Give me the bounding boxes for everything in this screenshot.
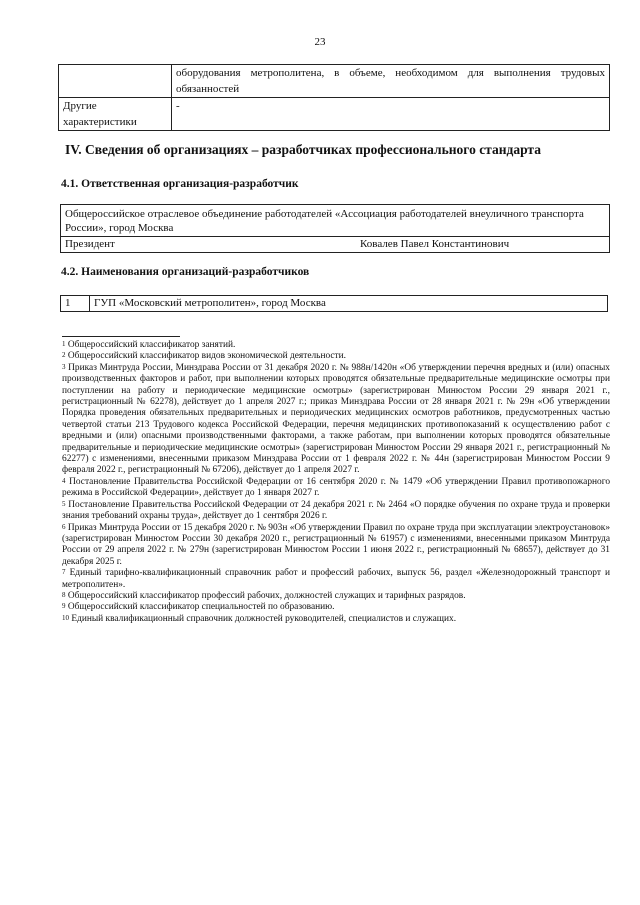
other-characteristics-value: - [172,98,610,131]
developers-table [60,295,608,312]
footnote-separator [62,336,180,337]
footnote-text: Общероссийский классификатор профессий рабочих, должностей служащих и тарифных разрядов. [67,590,466,601]
table-row [59,98,610,131]
table-row [59,65,610,98]
page-number: 23 [314,36,326,48]
footnote-number: 7 [62,568,66,577]
footnote-text: Приказ Минтруда России от 15 декабря 2020 г. № 903н «Об утверждении Правил по охране труда при эксплуатации электроустановок» (зарегистрирован Минюстом России 30 декабря 2020 г., регистрационный № 61957) с изменениями, внесенными приказом Минтруда России от 29 апреля 2022 г. № 279н (зарегистрирован Минюстом России 1 июня 2022 г., регистрационный № 68657), действует до 31 декабря 2025 г. [62,522,611,567]
characteristics-table [58,64,610,131]
other-characteristics-label: Другие характеристики [59,98,172,131]
responsible-org-title: 4.1. Ответственная организация-разработчик [61,178,299,190]
footnote-text: Общероссийский классификатор занятий. [67,340,236,350]
footnote [62,602,610,613]
section-title: IV. Сведения об организациях – разработчиках профессионального стандарта [65,142,541,157]
table-row [61,296,608,312]
footnote-number: 10 [62,613,69,622]
footnote-number: 1 [62,340,66,348]
footnote-number: 5 [62,499,66,508]
footnote-text: Общероссийский классификатор видов экономической деятельности. [67,351,347,362]
table-cell-text: оборудования метрополитена, в объеме, необходимом для выполнения трудовых обязанностей [172,65,610,98]
table-cell-empty [59,65,172,98]
footnote [62,614,610,625]
developers-title: 4.2. Наименования организаций-разработчиков [61,266,310,278]
developer-name: ГУП «Московский метрополитен», город Москва [90,296,608,312]
responsible-org-box [60,204,610,253]
footnote-text: Приказ Минтруда России, Минздрава России от 31 декабря 2020 г. № 988н/1420н «Об утверждении перечня вредных и (или) опасных производственных факторов и работ, при выполнении которых проводятся обязательные предварительные медицинские осмотры при поступлении на работу и периодические медицинские осмотры» (зарегистрирован Минюстом России 29 января 2021 г., регистрационный № 62278), действует до 1 апреля 2027 г.; приказ Минздрава России от 28 января 2021 г. № 29н «Об утверждении Порядка проведения обязательных предварительных и периодических медицинских осмотров работников, предусмотренных частью четвертой статьи 213 Трудового кодекса Российской Федерации, перечня медицинских противопоказаний к осуществлению работ с вредными и (или) опасными производственными факторами, а также работам, при выполнении которых проводятся обязательные предварительные и периодические медицинские осмотры» (зарегистрирован Минюстом России 29 января 2021 г., регистрационный № 62277) с изменениями, внесенными приказом Минздрава России от 1 февраля 2022 г. № 44н (зарегистрирован Минюстом России 9 февраля 2022 г., регистрационный № 67206), действует до 1 апреля 2027 г. [62,362,610,476]
footnote [62,591,610,602]
footnote [62,500,610,523]
footnote-number: 2 [62,351,66,360]
footnote-number: 3 [62,362,66,371]
footnote-text: Общероссийский классификатор специальностей по образованию. [67,602,335,613]
footnote [62,340,610,351]
footnotes [62,340,610,625]
footnote-text: Постановление Правительства Российской Федерации от 16 сентября 2020 г. № 1479 «Об утверждении Правил противопожарного режима в Российской Федерации», действует до 1 января 2027 г. [62,476,611,499]
footnote [62,477,610,500]
signatory-name: Ковалев Павел Константинович [360,238,510,250]
responsible-org-signatory [61,237,609,252]
footnote-number: 8 [62,590,66,599]
footnote [62,523,610,569]
footnote-number: 6 [62,522,66,531]
footnote-text: Единый тарифно-квалификационный справочник работ и профессий рабочих, выпуск 56, раздел «Железнодорожный транспорт и метрополитен». [62,568,610,590]
footnote-text: Постановление Правительства Российской Федерации от 24 декабря 2021 г. № 2464 «О порядке обучения по охране труда и проверки знания требований охраны труда», действует до 1 сентября 2026 г. [62,499,610,522]
footnote-text: Единый квалификационный справочник должностей руководителей, специалистов и служащих. [71,613,457,624]
footnote-number: 4 [62,476,66,485]
developer-number: 1 [61,296,90,312]
footnote [62,363,610,477]
footnote [62,568,610,591]
responsible-org-name: Общероссийское отраслевое объединение работодателей «Ассоциация работодателей внеуличного транспорта России», город Москва [61,205,609,237]
signatory-position: Президент [65,238,115,250]
footnote [62,351,610,362]
footnote-number: 9 [62,602,66,611]
